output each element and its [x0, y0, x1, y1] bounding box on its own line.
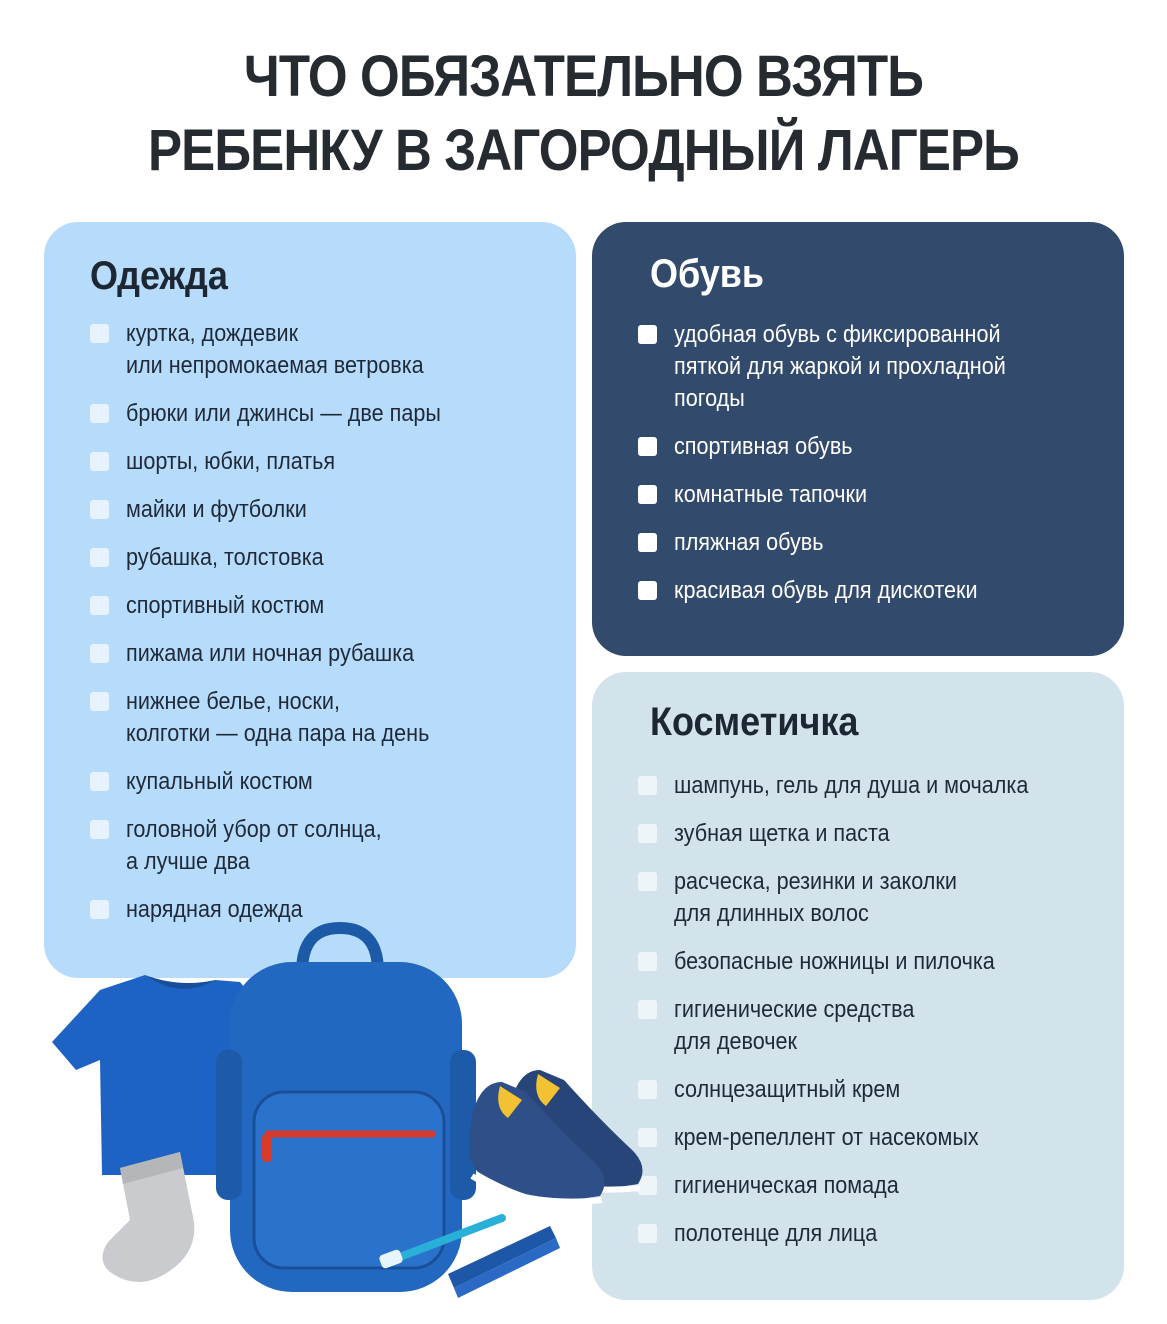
cosmetics-heading: Косметичка [650, 700, 859, 744]
clothes-checklist [90, 318, 556, 926]
checkbox[interactable] [638, 437, 657, 456]
checkbox[interactable] [90, 692, 109, 711]
checkbox[interactable] [638, 824, 657, 843]
checklist-item: крем-репеллент от насекомых [638, 1122, 1104, 1154]
checkbox[interactable] [638, 581, 657, 600]
shoes-checklist [638, 319, 1104, 607]
checklist-item: гигиенические средства для девочек [638, 994, 1104, 1058]
checklist-item: красивая обувь для дискотеки [638, 575, 1104, 607]
page-title [70, 40, 1097, 188]
checklist-item: нижнее белье, носки, колготки — одна пара на день [90, 686, 556, 750]
camp-items-illustration [40, 920, 660, 1324]
checklist-item: головной убор от солнца, а лучше два [90, 814, 556, 878]
sneakers-icon [469, 1070, 642, 1202]
clothes-card [44, 222, 576, 978]
checkbox[interactable] [638, 325, 657, 344]
checklist-item: полотенце для лица [638, 1218, 1104, 1250]
checklist-item: купальный костюм [90, 766, 556, 798]
checkbox[interactable] [90, 900, 109, 919]
checkbox[interactable] [90, 324, 109, 343]
checkbox[interactable] [90, 404, 109, 423]
page-title-line-2: РЕБЕНКУ В ЗАГОРОДНЫЙ ЛАГЕРЬ [148, 118, 1019, 183]
checklist-item: спортивная обувь [638, 431, 1104, 463]
checklist-item: нарядная одежда [90, 894, 556, 926]
checkbox[interactable] [90, 452, 109, 471]
clothes-heading: Одежда [90, 254, 228, 298]
checkbox[interactable] [638, 872, 657, 891]
checklist-item: безопасные ножницы и пилочка [638, 946, 1104, 978]
checklist-item: рубашка, толстовка [90, 542, 556, 574]
checkbox[interactable] [638, 776, 657, 795]
checklist-item: шорты, юбки, платья [90, 446, 556, 478]
checklist-item: спортивный костюм [90, 590, 556, 622]
checklist-item: пижама или ночная рубашка [90, 638, 556, 670]
checkbox[interactable] [638, 485, 657, 504]
checklist-item: шампунь, гель для душа и мочалка [638, 770, 1104, 802]
shoes-heading: Обувь [650, 252, 765, 296]
checkbox[interactable] [90, 596, 109, 615]
checklist-item: комнатные тапочки [638, 479, 1104, 511]
comb-icon [448, 1226, 560, 1298]
cosmetics-card [592, 672, 1124, 1300]
page-title-line-1: ЧТО ОБЯЗАТЕЛЬНО ВЗЯТЬ [243, 44, 924, 109]
checkbox[interactable] [90, 820, 109, 839]
checklist-item: расческа, резинки и заколки для длинных волос [638, 866, 1104, 930]
checklist-item: пляжная обувь [638, 527, 1104, 559]
shoes-card [592, 222, 1124, 656]
checklist-item: куртка, дождевик или непромокаемая ветровка [90, 318, 556, 382]
checklist-item: зубная щетка и паста [638, 818, 1104, 850]
checklist-item: майки и футболки [90, 494, 556, 526]
checklist-item: удобная обувь с фиксированной пяткой для жаркой и прохладной погоды [638, 319, 1104, 415]
backpack-icon [216, 928, 476, 1292]
checklist-item: гигиеническая помада [638, 1170, 1104, 1202]
checklist-item: брюки или джинсы — две пары [90, 398, 556, 430]
checklist-item: солнцезащитный крем [638, 1074, 1104, 1106]
checkbox[interactable] [90, 548, 109, 567]
checkbox[interactable] [90, 772, 109, 791]
cosmetics-checklist [638, 770, 1104, 1250]
checkbox[interactable] [90, 644, 109, 663]
checkbox[interactable] [90, 500, 109, 519]
checkbox[interactable] [638, 533, 657, 552]
